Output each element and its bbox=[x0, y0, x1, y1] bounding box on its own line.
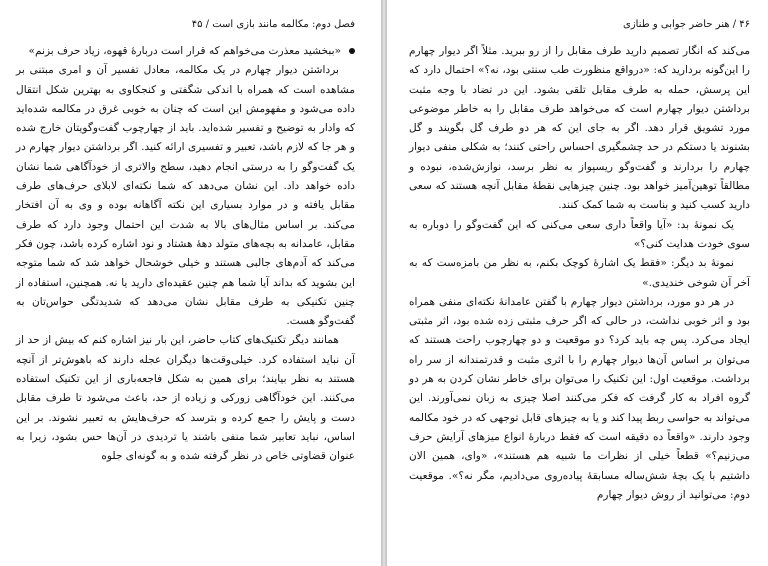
left-page-body bbox=[16, 42, 355, 467]
bullet-paragraph: «ببخشید معذرت می‌خواهم که قرار است دربارهٔ قهوه، زیاد حرف بزنم» bbox=[28, 45, 341, 57]
left-page bbox=[0, 0, 381, 566]
right-page-header: ۴۶ / هنر حاضر جوابی و طنازی bbox=[623, 19, 750, 30]
right-page-body bbox=[409, 42, 750, 505]
left-paragraph-1: برداشتن دیوار چهارم در یک مکالمه، معادل تفسیر آن و امری مبتنی بر مشاهده است که همراه با اندکی شگفتی و کنجکاوی به بهترین شکل انتقال داده می‌شود و مفهومش این است که چنان به خوبی غرق در مکالمه شده‌اید که وادار به توضیح و تفسیر شده‌اید. باید از چهارچوب گفت‌وگویتان خارج شده و هر جا که لازم باشد، تعبیر و تفسیری ارائه کنید. اگر برداشتن دیوار چهارم در یک گفت‌وگو را به درستی انجام دهید، سطح والاتری از خودآگاهی شما نشان داده خواهد داد. این نشان می‌دهد که شما نکته‌ای لابلای حرف‌های طرف مقابل یافته و در موارد بسیاری این نکته آگاهانه بوده و وی به آن افتخار می‌کند. بر اساس مثال‌های بالا به شدت این احتمال وجود دارد که طرف مقابل، عامدانه به بچه‌های متولد دههٔ هشتاد و نود اشاره کرده باشد، چون فکر می‌کند که آدم‌های جالبی هستند و خیلی خوشحال خواهد شد که شما متوجه این بشوید که بداند آیا شما هم چنین عقیده‌ای دارید یا نه. همچنین، استفاده از چنین تکنیکی به طرف مقابل نشان می‌دهد که شدیدتگی حواس‌تان به گفت‌وگو هست. bbox=[16, 64, 355, 328]
left-page-header: فصل دوم: مکالمه مانند بازی است / ۴۵ bbox=[191, 19, 355, 30]
bullet-item bbox=[16, 42, 355, 61]
right-paragraph-3: نمونهٔ بد دیگر: «فقط یک اشارهٔ کوچک بکنم، به نظر من بامزه‌ست که به آخر آن شوخی خندیدی.» bbox=[409, 257, 750, 289]
right-paragraph-1: می‌کند که انگار تصمیم دارید طرف مقابل را از رو ببرید. مثلاً اگر دیوار چهارم را این‌گونه بردارید که: «درواقع منظورت طب سنتی بود، نه؟» احتمال دارد که این پرسش، حمله به طرف مقابل تلقی بشود. این در تضاد با وجه مثبت برداشتن دیوار چهارم است که می‌خواهد طرف مقابل را به خاطر موضوعی مورد تشویق قرار دهد. اگر به جای این که هر دو طرف گل بگویند و گل بشنوند یا دستکم در حد چشمگیری احساس راحتی کنند؛ به شکلی منفی دیوار چهارم را بردارند و گفت‌وگو ریسپواز به نظر برسد، نوازش‌شده، نبوده و مطالقاً توهین‌آمیز خواهد بود. چنین چیزهایی نقطهٔ مقابل آنچه هستند که سعی دارید کسب کنید و بناست به شما کمک کنند. bbox=[409, 45, 750, 212]
bullet-icon bbox=[349, 48, 355, 54]
right-page bbox=[387, 0, 768, 566]
right-paragraph-4: در هر دو مورد، برداشتن دیوار چهارم با گفتن عامدانهٔ نکته‌ای منفی همراه بود و اثر خوبی نداشت، در حالی که اگر حرف مثبتی زده شده بود، اثر مثبتی ایجاد می‌کرد. پس چه باید کرد؟ دو موقعیت و دو چهارچوب راحت هستند که می‌توان بر اساس آن‌ها دیوار چهارم را با اثری مثبت و قدرتمندانه از سر راه برداشت. موقعیت اول: این تکنیک را می‌توان برای خاطر نشان کردن به هر دو گروه افراد به کار گرفت که فکر می‌کنند اصلا چیزی به زبان نمی‌آورند. این می‌تواند به حواسی ربط پیدا کند و یا به چیزهای قابل توجهی که در خود مکالمه وجود دارند. «واقعاً ده دقیقه است که فقط دربارهٔ انواع میزهای آرایش حرف می‌زنیم؟» قطعاً خیلی از نظرات ما شبیه هم هستند»، «وای، همین الان داشتیم با یک بچهٔ شش‌ساله مسابقهٔ پیاده‌روی می‌دادیم، مگر نه؟». موقعیت دوم: می‌توانید از روش دیوار چهارم bbox=[409, 295, 750, 501]
right-paragraph-2: یک نمونهٔ بد: «آیا واقعاً داری سعی می‌کنی که این گفت‌وگو را دوباره به سوی خودت هدایت کنی؟» bbox=[409, 218, 750, 250]
left-paragraph-2: همانند دیگر تکنیک‌های کتاب حاضر، این بار نیز اشاره کنم که بیش از حد از آن نباید استفاده کرد. خیلی‌وقت‌ها دیگران عجله دارند که باهوش‌تر از آنچه هستند به نظر بیایند؛ برای همین به شکل فاجعه‌باری از این تکنیک استفاده می‌کنند. این خودآگاهی زورکی و زیاده از حد، باعث می‌شود تا طرف مقابل دست و پایش را جمع کرده و بترسد که حرف‌هایش به تعبیر نشوند. بر این اساس، نباید تعابیر شما منفی باشند یا تردیدی در آن‌ها حس بشود، زیرا به عنوان قضاوتی خاص در نظر گرفته شده و به گونه‌ای جلوه bbox=[16, 334, 355, 463]
